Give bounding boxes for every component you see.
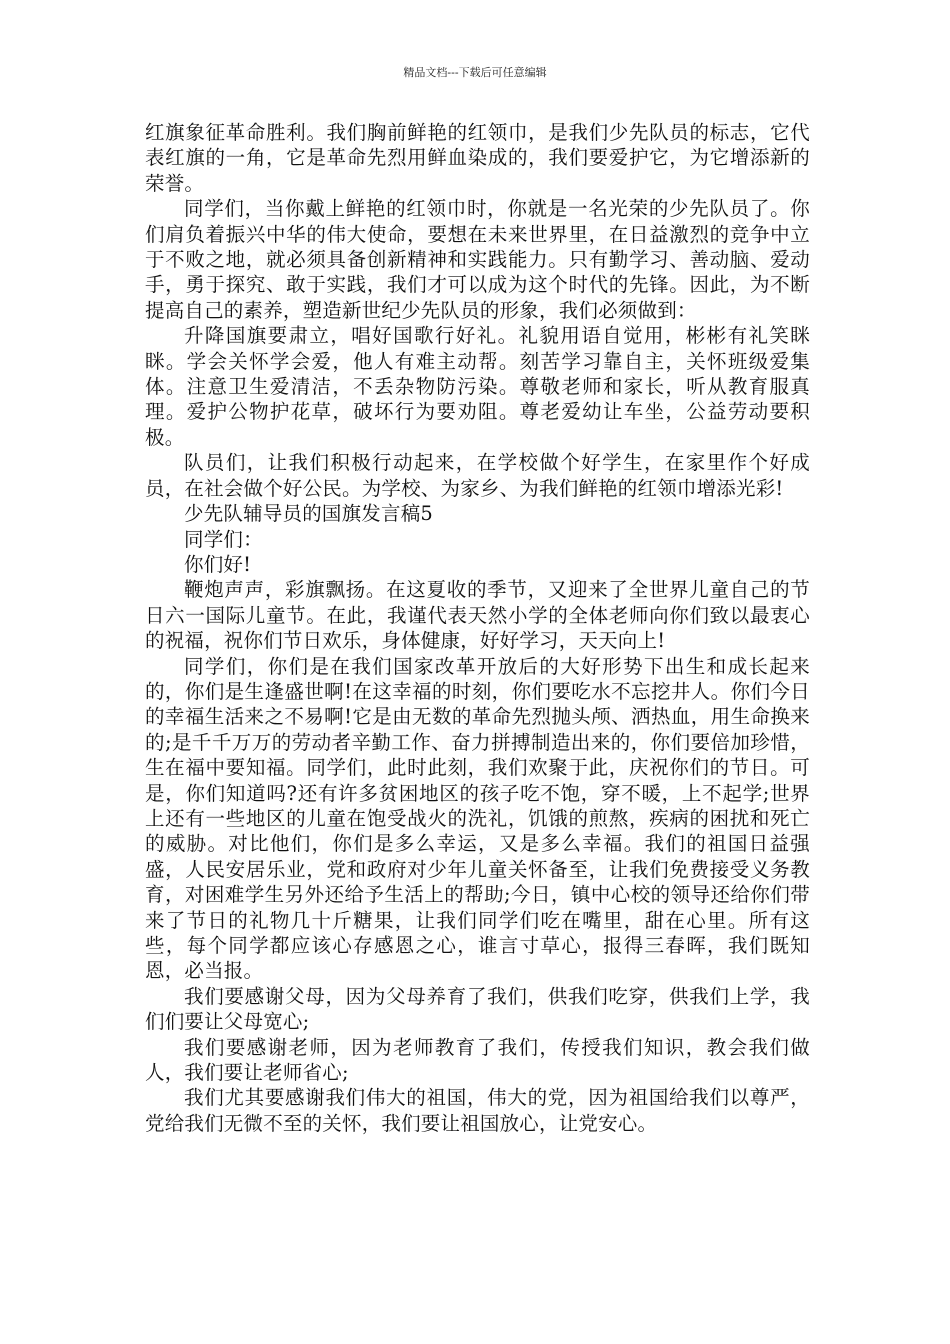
- page-header: 精品文档---下载后可任意编辑: [403, 66, 547, 79]
- paragraph: 升降国旗要肃立，唱好国歌行好礼。礼貌用语自觉用，彬彬有礼笑眯眯。学会关怀学会爱，他人有难主动帮。刻苦学习靠自主，关怀班级爱集体。注意卫生爱清洁，不丢杂物防污染。尊敬老师和家长，听从教育服真理。爱护公物护花草，破坏行为要劝阻。尊老爱幼让车坐，公益劳动要积极。: [145, 324, 810, 449]
- paragraph: 鞭炮声声，彩旗飘扬。在这夏收的季节，又迎来了全世界儿童自己的节日六一国际儿童节。在此，我谨代表天然小学的全体老师向你们致以最衷心的祝福，祝你们节日欢乐，身体健康，好好学习，天天向上!: [145, 578, 810, 653]
- document-body: [145, 120, 810, 1136]
- paragraph: 我们尤其要感谢我们伟大的祖国，伟大的党，因为祖国给我们以尊严，党给我们无微不至的关怀，我们要让祖国放心，让党安心。: [145, 1086, 810, 1135]
- paragraph: 同学们，当你戴上鲜艳的红领巾时，你就是一名光荣的少先队员了。你们肩负着振兴中华的伟大使命，要想在未来世界里，在日益激烈的竞争中立于不败之地，就必须具备创新精神和实践能力。只有勤学习、善动脑、爱动手，勇于探究、敢于实践，我们才可以成为这个时代的先锋。因此，为不断提高自己的素养，塑造新世纪少先队员的形象，我们必须做到：: [145, 197, 810, 322]
- salutation: 同学们：: [184, 527, 263, 551]
- paragraph: 队员们，让我们积极行动起来，在学校做个好学生，在家里作个好成员，在社会做个好公民。为学校、为家乡、为我们鲜艳的红领巾增添光彩!: [145, 451, 810, 500]
- section-title: 少先队辅导员的国旗发言稿5: [184, 502, 434, 526]
- paragraph: 我们要感谢父母，因为父母养育了我们，供我们吃穿，供我们上学，我们们要让父母宽心;: [145, 984, 810, 1034]
- greeting: 你们好!: [184, 552, 252, 576]
- paragraph: 同学们，你们是在我们国家改革开放后的大好形势下出生和成长起来的，你们是生逢盛世啊!在这幸福的时刻，你们要吃水不忘挖井人。你们今日的幸福生活来之不易啊!它是由无数的革命先烈抛头颅、洒热血，用生命换来的;是千千万万的劳动者辛勤工作、奋力拼搏制造出来的，你们要倍加珍惜，生在福中要知福。同学们，此时此刻，我们欢聚于此，庆祝你们的节日。可是，你们知道吗?还有许多贫困地区的孩子吃不饱，穿不暖，上不起学;世界上还有一些地区的儿童在饱受战火的洗礼，饥饿的煎熬，疾病的困扰和死亡的威胁。对比他们，你们是多么幸运，又是多么幸福。我们的祖国日益强盛，人民安居乐业，党和政府对少年儿童关怀备至，让我们免费接受义务教育，对困难学生另外还给予生活上的帮助;今日，镇中心校的领导还给你们带来了节日的礼物几十斤糖果，让我们同学们吃在嘴里，甜在心里。所有这些，每个同学都应该心存感恩之心，谁言寸草心，报得三春晖，我们既知恩，必当报。: [145, 654, 810, 983]
- paragraph: 我们要感谢老师，因为老师教育了我们，传授我们知识，教会我们做人，我们要让老师省心;: [145, 1035, 810, 1085]
- paragraph: 红旗象征革命胜利。我们胸前鲜艳的红领巾，是我们少先队员的标志，它代表红旗的一角，它是革命先烈用鲜血染成的，我们要爱护它，为它增添新的荣誉。: [145, 121, 810, 195]
